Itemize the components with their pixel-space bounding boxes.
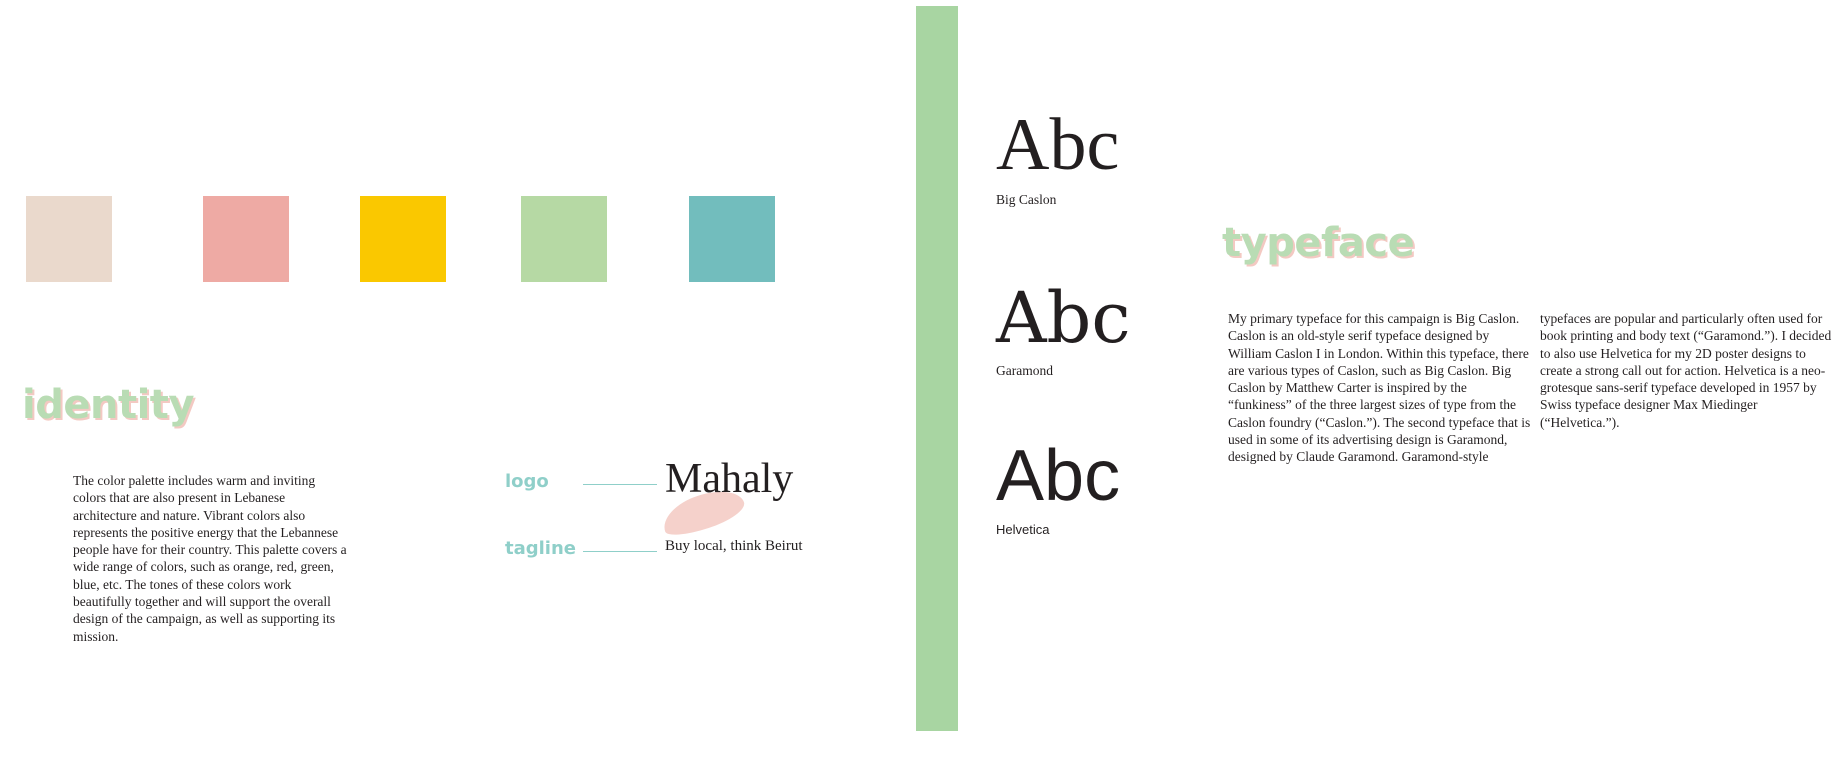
tagline-row	[505, 538, 835, 566]
color-swatch-coral-pink	[203, 196, 289, 282]
specimen-sample-helvetica: Abc	[996, 436, 1121, 516]
color-swatch-warm-blush	[26, 196, 112, 282]
tagline-label: tagline	[505, 538, 576, 559]
logo-wordmark: Mahaly	[665, 456, 794, 502]
identity-panel	[0, 0, 915, 765]
logo-row	[505, 456, 835, 502]
color-palette-swatches	[26, 196, 786, 282]
specimen-sample-garamond: Abc	[996, 277, 1131, 359]
color-swatch-sage-green	[521, 196, 607, 282]
tagline-rule	[583, 551, 657, 552]
logo-and-tagline-block	[505, 456, 835, 559]
logo-rule	[583, 484, 657, 485]
green-divider-bar	[916, 6, 958, 731]
logo-label: logo	[505, 471, 549, 492]
tagline-text: Buy local, think Beirut	[665, 538, 803, 554]
color-swatch-golden-yellow	[360, 196, 446, 282]
identity-heading: identity	[22, 382, 194, 428]
typeface-heading: typeface	[1222, 220, 1415, 266]
specimen-sample-big-caslon: Abc	[996, 104, 1120, 186]
typeface-description-column-1: My primary typeface for this campaign is Big Caslon. Caslon is an old-style serif typeface designed by William Caslon I in London. Within this typeface, there are various types of Caslon, such as Big Caslon. Big Caslon by Matthew Carter is inspired by the “funkiness” of the three largest sizes of type from the Caslon foundry (“Caslon.”). The second typeface that is used in some of its advertising design is Garamond, designed by Claude Garamond. Garamond-style	[1228, 311, 1531, 465]
type-specimen-big-caslon	[996, 104, 1316, 208]
color-swatch-teal-blue	[689, 196, 775, 282]
typeface-panel	[958, 0, 1847, 765]
specimen-name-helvetica: Helvetica	[996, 522, 1050, 537]
typeface-description-column-2: typefaces are popular and particularly often used for book printing and body text (“Garamond.”). I decided to also use Helvetica for my 2D poster designs to create a strong call out for action. Helvetica is a neo-grotesque sans-serif typeface developed in 1957 by Swiss typeface designer Max Miedinger (“Helvetica.”).	[1540, 311, 1832, 430]
specimen-name-garamond: Garamond	[996, 363, 1053, 378]
specimen-name-big-caslon: Big Caslon	[996, 192, 1057, 207]
color-palette-description: The color palette includes warm and inviting colors that are also present in Lebanese architecture and nature. Vibrant colors also represents the positive energy that the Lebannese people have for their country. This palette covers a wide range of colors, such as orange, red, green, blue, etc. The tones of these colors work beautifully together and will support the overall design of the campaign, as well as supporting its mission.	[73, 473, 347, 644]
